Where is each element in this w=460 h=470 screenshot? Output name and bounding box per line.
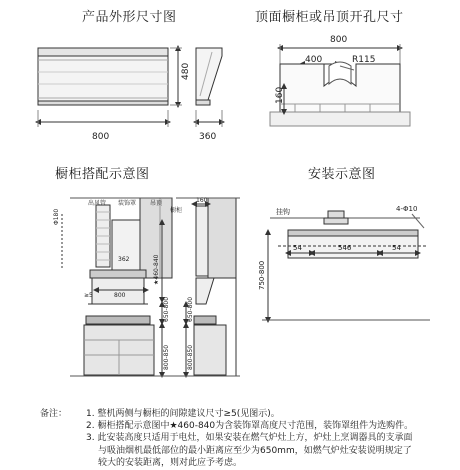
install-c-label: 54 [392,244,401,252]
note-item: 与吸油烟机最低部位的最小距离应至少为650mm，如燃气炉灶安装说明规定了 [98,445,412,456]
cab-deco-label: 装饰罩 [118,200,137,207]
install-h-label: 750-800 [258,260,266,290]
cab-dia-label: Φ180 [53,208,60,225]
cab-650a-label: 650-800 [163,296,170,322]
title-product: 产品外形尺寸图 [82,10,177,25]
cab-362-label: 362 [118,256,130,263]
product-depth-label: 360 [199,132,217,142]
ceiling-opening-diagram [270,44,410,126]
product-width-label: 800 [92,132,110,142]
product-front-view [38,48,182,127]
install-beam-label: 挂钩 [276,208,290,216]
note-item: 1. 整机两侧与橱柜的间隙建议尺寸≥5(见图示)。 [86,409,280,419]
note-item: 3. 此安装高度只适用于电灶，如果安装在燃气炉灶上方，炉灶上烹调器具的支承面 [86,433,413,444]
title-ceiling: 顶面橱柜或吊顶开孔尺寸 [255,10,404,25]
ceiling-width-label: 800 [330,35,348,45]
cab-cabinet-label: 橱柜 [170,207,183,214]
notes-label: 备注： [40,409,68,419]
cab-ceiling-label: 吊顶 [150,200,163,207]
cab-800-label: 800 [114,292,126,299]
cab-460-label: ★460-840 [153,254,160,285]
title-cabinet: 橱柜搭配示意图 [55,167,150,182]
install-b-label: 546 [338,244,352,252]
ceiling-offset-label: 400 [305,55,323,65]
cab-exhaust-label: 出风管 [88,200,107,207]
cab-850b-label: 800-850 [187,344,194,370]
install-diagram [262,211,430,320]
install-a-label: 54 [293,244,302,252]
cab-160-label: 160 [196,197,208,204]
notes-block [40,408,455,469]
product-side-view [196,48,222,127]
cab-850a-label: 800-850 [163,344,170,370]
title-install: 安装示意图 [308,167,376,182]
cabinet-arrangement-diagram [62,198,240,376]
note-item: 较大的安装距离，则对此应予考虑。 [98,457,243,468]
ceiling-radius-label: R115 [352,55,376,65]
ceiling-height-label: 160 [275,86,285,104]
install-holes-label: 4-Φ10 [396,205,418,213]
product-height-label: 480 [181,62,191,80]
note-item: 2. 橱柜搭配示意图中★460-840为含装饰罩高度尺寸范围，装饰罩组件为选购件。 [86,421,414,432]
cab-gap-label: ≥5 [84,292,93,299]
cab-650b-label: 650-800 [187,296,194,322]
